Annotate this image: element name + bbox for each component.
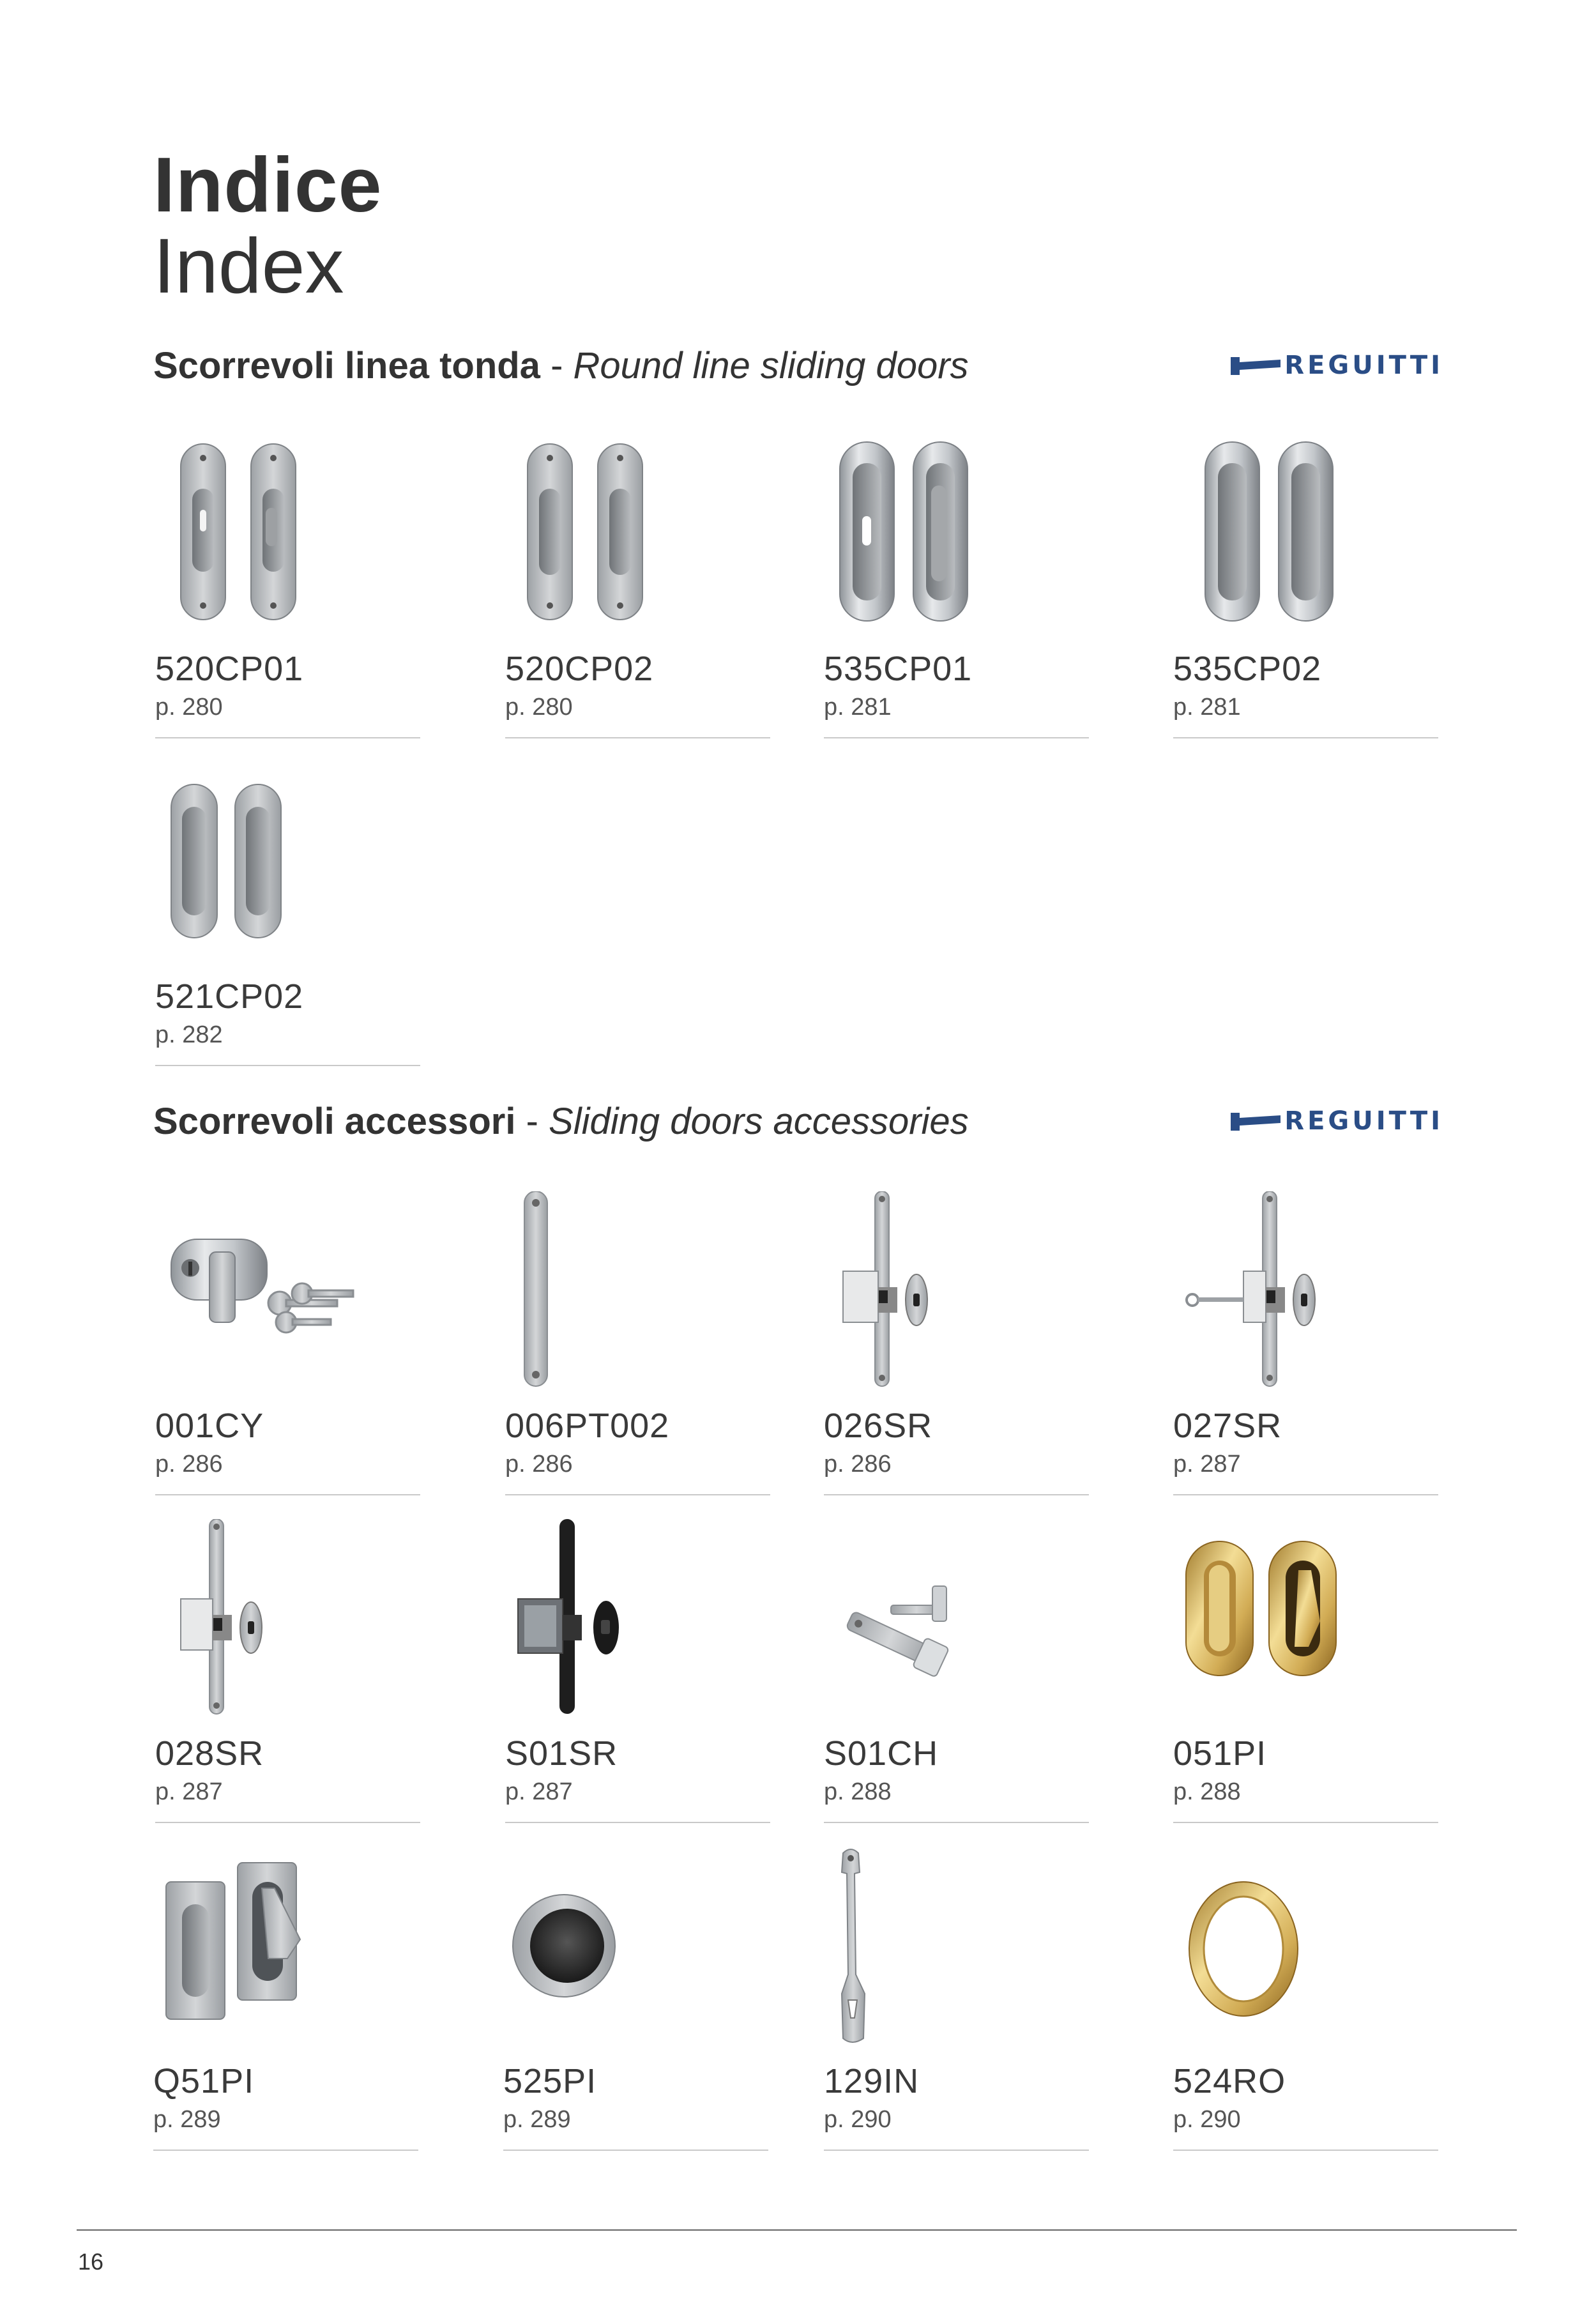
product-code: 520CP02 bbox=[505, 650, 654, 688]
product-051PI[interactable] bbox=[1173, 1519, 1438, 1826]
long-key-icon bbox=[824, 1847, 1089, 2058]
product-code: 524RO bbox=[1173, 2062, 1286, 2100]
page-ref: p. 290 bbox=[1173, 2106, 1241, 2133]
face-plate-icon bbox=[505, 1191, 770, 1402]
divider bbox=[503, 2150, 768, 2151]
sliding-lock-icon bbox=[824, 1191, 1089, 1402]
product-001CY[interactable] bbox=[155, 1191, 420, 1498]
divider bbox=[155, 1822, 420, 1823]
black-sliding-lock-icon bbox=[505, 1519, 770, 1730]
product-006PT002[interactable] bbox=[505, 1191, 770, 1498]
page-ref: p. 281 bbox=[1173, 694, 1241, 721]
narrow-flush-pull-pair-icon bbox=[505, 434, 770, 645]
product-S01SR[interactable] bbox=[505, 1519, 770, 1826]
product-Q51PI[interactable] bbox=[153, 1847, 418, 2153]
divider bbox=[155, 737, 420, 738]
divider bbox=[1173, 1494, 1438, 1495]
page-ref: p. 287 bbox=[155, 1778, 223, 1805]
page-ref: p. 289 bbox=[503, 2106, 571, 2133]
page-ref: p. 288 bbox=[824, 1778, 892, 1805]
divider bbox=[824, 2150, 1089, 2151]
narrow-flush-pull-pair-with-key-slot-icon bbox=[155, 434, 420, 645]
divider bbox=[505, 737, 770, 738]
footer-divider bbox=[77, 2229, 1517, 2231]
product-code: 026SR bbox=[824, 1407, 933, 1445]
section-title: Scorrevoli linea tonda - Round line sliding doors bbox=[153, 345, 969, 386]
product-code: 051PI bbox=[1173, 1734, 1267, 1773]
page-ref: p. 286 bbox=[155, 1451, 223, 1478]
product-code: 006PT002 bbox=[505, 1407, 670, 1445]
product-code: 027SR bbox=[1173, 1407, 1282, 1445]
product-520CP02[interactable] bbox=[505, 434, 770, 741]
product-code: 028SR bbox=[155, 1734, 264, 1773]
section-heading-accessories bbox=[153, 1096, 1443, 1147]
reguitti-mark-icon bbox=[1231, 353, 1281, 378]
square-pull-pair-icon bbox=[153, 1847, 418, 2058]
page-ref: p. 286 bbox=[505, 1451, 573, 1478]
reguitti-logo bbox=[1231, 1105, 1443, 1137]
product-code: 129IN bbox=[824, 2062, 920, 2100]
divider bbox=[824, 1822, 1089, 1823]
oval-flush-pull-pair-with-key-slot-icon bbox=[824, 434, 1089, 645]
product-code: 521CP02 bbox=[155, 977, 304, 1016]
product-026SR[interactable] bbox=[824, 1191, 1089, 1498]
page-ref: p. 280 bbox=[505, 694, 573, 721]
page-title: Indice bbox=[153, 141, 383, 228]
brass-oval-pull-pair-icon bbox=[1173, 1519, 1438, 1730]
page-ref: p. 286 bbox=[824, 1451, 892, 1478]
page-ref: p. 281 bbox=[824, 694, 892, 721]
page-ref: p. 287 bbox=[505, 1778, 573, 1805]
oval-flush-pull-pair-icon bbox=[155, 762, 420, 973]
page-number: 16 bbox=[78, 2249, 104, 2275]
divider bbox=[505, 1822, 770, 1823]
product-code: 525PI bbox=[503, 2062, 597, 2100]
product-code: 535CP01 bbox=[824, 650, 973, 688]
divider bbox=[824, 737, 1089, 738]
divider bbox=[155, 1494, 420, 1495]
product-525PI[interactable] bbox=[503, 1847, 768, 2153]
section-heading-round-line bbox=[153, 340, 1443, 392]
page-ref: p. 282 bbox=[155, 1021, 223, 1048]
product-code: Q51PI bbox=[153, 2062, 255, 2100]
brand-name: REGUITTI bbox=[1284, 1106, 1443, 1136]
divider bbox=[1173, 737, 1438, 738]
reguitti-logo bbox=[1231, 349, 1443, 381]
product-S01CH[interactable] bbox=[824, 1519, 1089, 1826]
product-027SR[interactable] bbox=[1173, 1191, 1438, 1498]
oval-flush-pull-pair-icon bbox=[1173, 434, 1438, 645]
product-code: 535CP02 bbox=[1173, 650, 1322, 688]
product-code: S01SR bbox=[505, 1734, 618, 1773]
round-finger-pull-icon bbox=[503, 1847, 768, 2058]
divider bbox=[505, 1494, 770, 1495]
cylinder-with-keys-icon bbox=[155, 1191, 420, 1402]
product-535CP01[interactable] bbox=[824, 434, 1089, 741]
divider bbox=[824, 1494, 1089, 1495]
reguitti-mark-icon bbox=[1231, 1109, 1281, 1133]
product-524RO[interactable] bbox=[1173, 1847, 1438, 2153]
divider bbox=[1173, 1822, 1438, 1823]
section-title: Scorrevoli accessori - Sliding doors accessories bbox=[153, 1101, 969, 1142]
page-subtitle: Index bbox=[153, 222, 344, 309]
page-ref: p. 280 bbox=[155, 694, 223, 721]
page-ref: p. 290 bbox=[824, 2106, 892, 2133]
brand-name: REGUITTI bbox=[1284, 351, 1443, 380]
sliding-lock-icon bbox=[155, 1519, 420, 1730]
product-521CP02[interactable] bbox=[155, 762, 420, 1069]
brass-ring-icon bbox=[1173, 1847, 1438, 2058]
product-code: 001CY bbox=[155, 1407, 264, 1445]
product-code: 520CP01 bbox=[155, 650, 304, 688]
product-code: S01CH bbox=[824, 1734, 939, 1773]
page-ref: p. 289 bbox=[153, 2106, 221, 2133]
divider bbox=[153, 2150, 418, 2151]
product-520CP01[interactable] bbox=[155, 434, 420, 741]
divider bbox=[155, 1065, 420, 1066]
page-ref: p. 287 bbox=[1173, 1451, 1241, 1478]
product-129IN[interactable] bbox=[824, 1847, 1089, 2153]
product-535CP02[interactable] bbox=[1173, 434, 1438, 741]
divider bbox=[1173, 2150, 1438, 2151]
product-028SR[interactable] bbox=[155, 1519, 420, 1826]
key-and-pin-icon bbox=[824, 1519, 1089, 1730]
sliding-lock-with-key-icon bbox=[1173, 1191, 1438, 1402]
page-ref: p. 288 bbox=[1173, 1778, 1241, 1805]
